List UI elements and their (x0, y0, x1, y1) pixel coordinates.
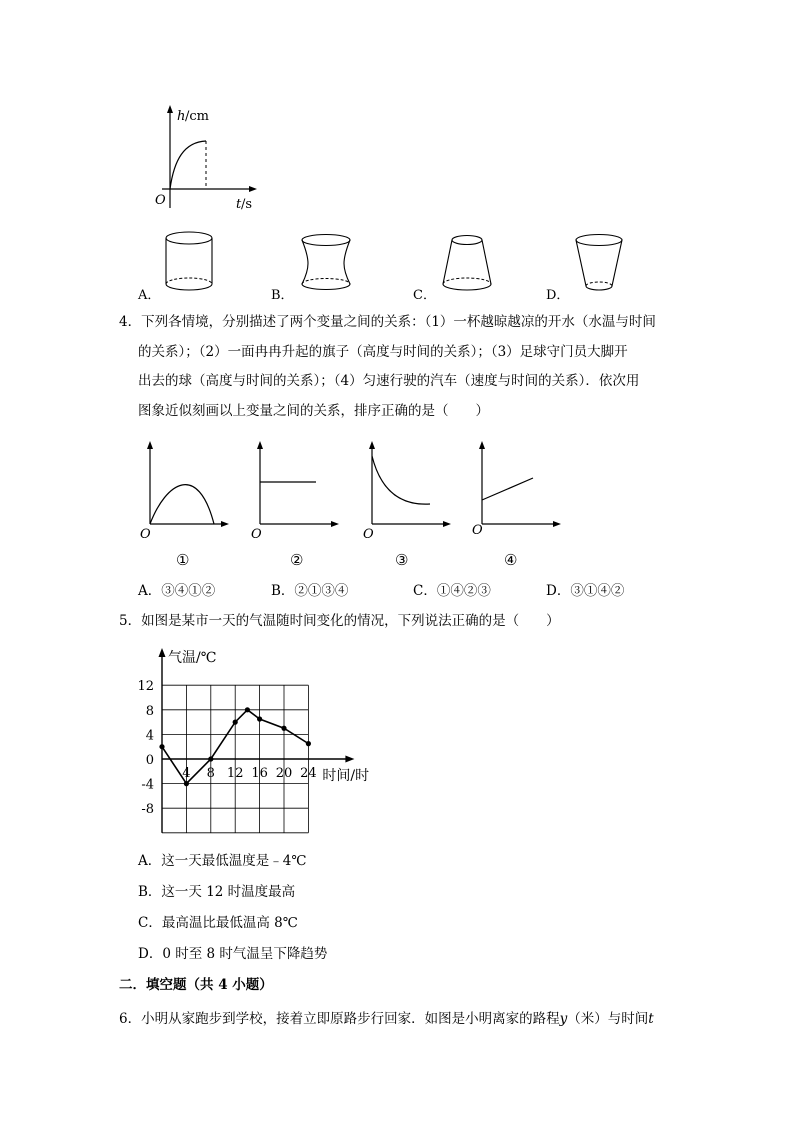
q4-graph-2-origin: O (251, 527, 262, 540)
y-tick-label: 8 (145, 703, 154, 719)
q4-stem-line-4: 图象近似刻画以上变量之间的关系，排序正确的是（ ） (138, 403, 489, 419)
q3-x-unit: /s (241, 197, 253, 212)
section-2-title: 二．填空题（共 4 小题） (119, 977, 273, 993)
q4-graph-2-label: ② (290, 551, 304, 569)
data-point (184, 781, 189, 786)
data-point (257, 716, 262, 721)
q4-graph-1-origin: O (140, 527, 151, 540)
q4-option-a: A．③④①② (138, 583, 216, 599)
q4-graph-3-origin: O (363, 527, 374, 540)
q3-option-a-cylinder (160, 228, 220, 298)
q6-stem (119, 1010, 654, 1028)
q5-option-a: A．这一天最低温度是﹣4℃ (138, 853, 307, 869)
q4-graph-3 (358, 440, 458, 540)
q4-graph-4-origin: O (472, 523, 483, 538)
q4-option-c: C．①④②③ (413, 583, 491, 599)
q4-stem-line-3: 出去的球（高度与时间的关系）；（4）匀速行驶的汽车（速度与时间的关系）．依次用 (138, 373, 640, 389)
q5-temperature-chart (130, 640, 390, 840)
q3-y-var: h (177, 109, 186, 124)
y-tick-label: -4 (141, 777, 154, 793)
x-tick-label: 24 (300, 766, 317, 781)
y-tick-label: 12 (137, 679, 154, 695)
y-axis-arrow (159, 648, 166, 657)
q3-origin: O (155, 193, 166, 208)
q4-graph-4-label: ④ (504, 551, 518, 569)
q3-option-c-label: C． (413, 288, 436, 303)
q3-option-d-cup (572, 230, 632, 296)
y-tick-label: 4 (145, 728, 154, 744)
x-tick-label: 8 (206, 766, 215, 781)
q6-text-2: （米）与时间 (567, 1011, 649, 1027)
q6-var-y: y (559, 1011, 568, 1027)
q5-stem: 5．如图是某市一天的气温随时间变化的情况，下列说法正确的是（ ） (119, 613, 560, 629)
data-point (245, 707, 250, 712)
q5-option-b: B．这一天 12 时温度最高 (138, 884, 296, 900)
q4-stem-line-1: 4．下列各情境，分别描述了两个变量之间的关系：（1）一杯越晾越凉的开水（水温与时间 (119, 314, 656, 330)
q3-y-unit: /cm (185, 109, 209, 124)
x-tick-label: 20 (275, 766, 293, 781)
q5-option-c: C．最高温比最低温高 8℃ (138, 915, 298, 931)
q3-option-d-label: D． (546, 288, 570, 303)
x-tick-label: 4 (182, 766, 191, 781)
data-point (281, 726, 286, 731)
q3-option-a-label: A． (138, 288, 161, 303)
q3-height-time-graph (140, 100, 270, 215)
q4-graph-1 (136, 440, 236, 540)
data-point (306, 741, 311, 746)
q4-option-b: B．②①③④ (271, 583, 349, 599)
q4-stem-line-2: 的关系）；（2）一面冉冉升起的旗子（高度与时间的关系）；（3）足球守门员大脚开 (138, 344, 628, 360)
q4-option-d: D．③①④② (546, 583, 625, 599)
q3-x-var: t (236, 197, 242, 212)
q4-graph-2 (246, 440, 346, 540)
y-tick-label: -8 (141, 802, 154, 818)
x-tick-label: 16 (251, 766, 268, 781)
y-tick-label: 0 (145, 753, 154, 768)
data-point (208, 756, 213, 761)
data-point (159, 744, 164, 749)
q4-graph-4 (468, 440, 568, 540)
y-axis-label: 气温/℃ (168, 650, 217, 666)
q6-var-t: t (648, 1011, 654, 1027)
q3-option-b-waisted (298, 232, 358, 298)
x-tick-label: 12 (226, 766, 244, 781)
x-axis-label: 时间/时 (322, 768, 370, 784)
q6-text-1: 6．小明从家跑步到学校，接着立即原路步行回家．如图是小明离家的路程 (119, 1011, 560, 1027)
q3-option-c-frustum (438, 230, 498, 296)
x-axis-arrow (345, 756, 354, 763)
q4-graph-3-label: ③ (395, 551, 409, 569)
data-point (233, 720, 238, 725)
q5-option-d: D．0 时至 8 时气温呈下降趋势 (138, 946, 328, 962)
q3-option-b-label: B． (271, 288, 294, 303)
q4-graph-1-label: ① (176, 551, 190, 569)
